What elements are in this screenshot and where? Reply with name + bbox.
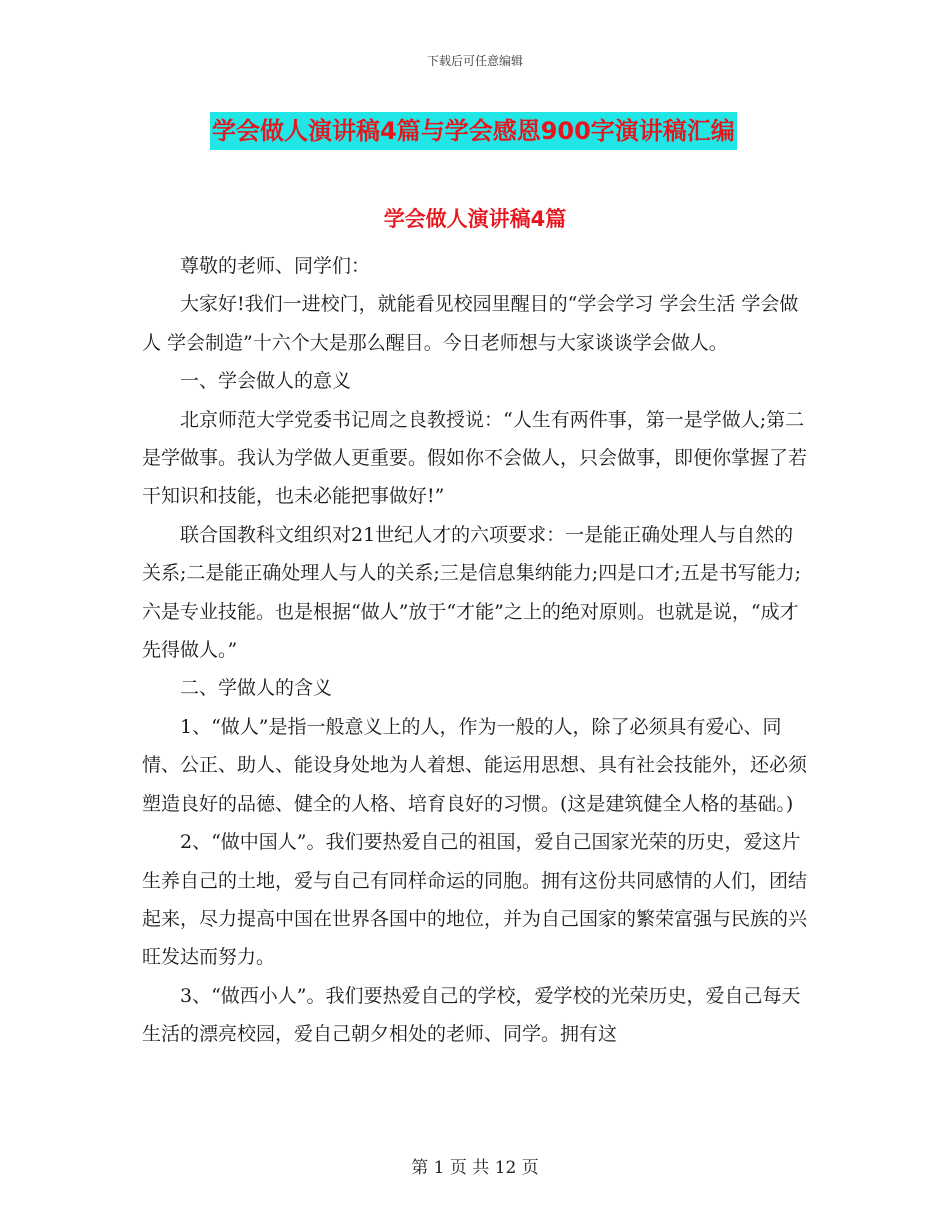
paragraph: 2、“做中国人”。我们要热爱自己的祖国，爱自己国家光荣的历史，爱这片生养自己的土地，爱与自己有同样命运的同胞。拥有这份共同感情的人们，团结起来，尽力提高中国在世界各国中的地位，并为自己国家的繁荣富强与民族的兴旺发达而努力。 bbox=[142, 831, 808, 969]
page-footer: 第 1 页 共 12 页 bbox=[411, 1158, 539, 1178]
paragraph: 1、“做人”是指一般意义上的人，作为一般的人，除了必须具有爱心、同情、公正、助人、能设身处地为人着想、能运用思想、具有社会技能外，还必须塑造良好的品德、健全的人格、培育良好的习惯。(这是建筑健全人格的基础。) bbox=[142, 715, 808, 815]
document-title: 学会做人演讲稿4篇与学会感恩900字演讲稿汇编 bbox=[210, 112, 737, 150]
paragraph: 北京师范大学党委书记周之良教授说：“人生有两件事，第一是学做人;第二是学做事。我认为学做人更重要。假如你不会做人，只会做事，即便你掌握了若干知识和技能，也未必能把事做好!” bbox=[142, 408, 808, 508]
paragraph: 3、“做西小人”。我们要热爱自己的学校，爱学校的光荣历史，爱自己每天生活的漂亮校园，爱自己朝夕相处的老师、同学。拥有这 bbox=[142, 984, 801, 1046]
paragraph-heading: 二、学做人的含义 bbox=[180, 677, 333, 700]
paragraph-heading: 一、学会做人的意义 bbox=[180, 370, 352, 393]
paragraph: 联合国教科文组织对21世纪人才的六项要求：一是能正确处理人与自然的关系;二是能正确处理人与人的关系;三是信息集纳能力;四是口才;五是书写能力;六是专业技能。也是根据“做人”放于“才能”之上的绝对原则。也就是说，“成才先得做人。” bbox=[142, 523, 802, 662]
section-title: 学会做人演讲稿4篇 bbox=[383, 207, 567, 231]
body-text bbox=[142, 247, 808, 1054]
paragraph: 大家好!我们一进校门，就能看见校园里醒目的“学会学习 学会生活 学会做人 学会制造”十六个大是那么醒目。今日老师想与大家谈谈学会做人。 bbox=[142, 293, 799, 354]
header-note: 下载后可任意编辑 bbox=[426, 54, 523, 68]
paragraph-greeting: 尊敬的老师、同学们： bbox=[180, 255, 371, 277]
